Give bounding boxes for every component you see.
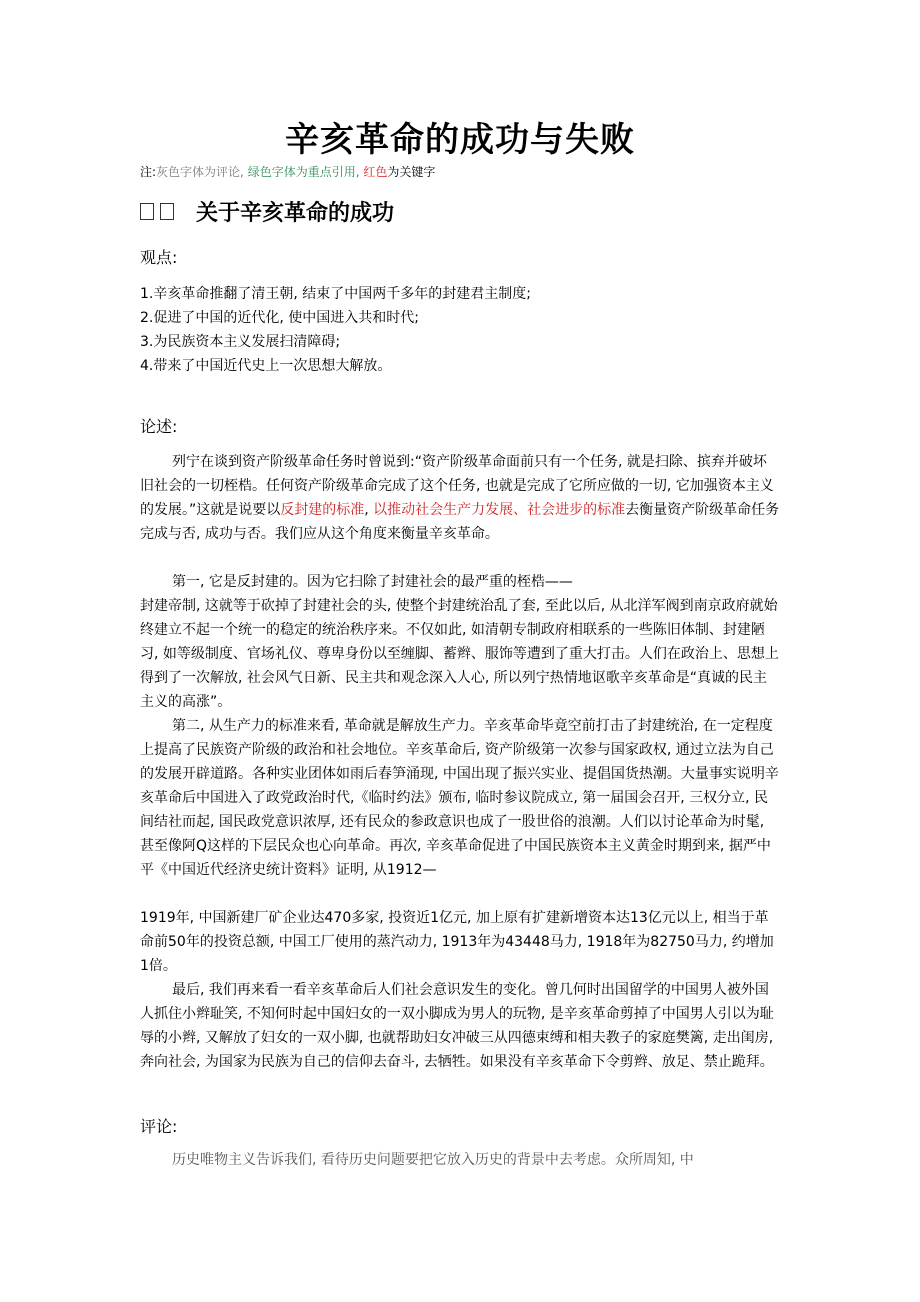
keyword-anti-feudal: 反封建的标准 [280,502,365,518]
list-item: 3.为民族资本主义发展扫清障碍; [140,334,341,350]
box-placeholder-icon [160,203,174,220]
paragraph-lenin [140,450,780,546]
list-item: 2.促进了中国的近代化, 使中国进入共和时代; [140,310,419,326]
document-title: 辛亥革命的成功与失败 [285,120,635,160]
para1-after: 去衡量资产阶级革命任务完成与否, 成功与否。我们应从这个角度来衡量辛亥革命。 [140,502,780,542]
para1-before: 列宁在谈到资产阶级革命任务时曾说到:“资产阶级革命面前只有一个任务, 就是扫除、摈弃并破坏旧社会的一切桎梏。任何资产阶级革命完成了这个任务, 也就是完成了它所应做的一切, 它加强资本主义的发展。”这就是说要以 [140,454,774,518]
list-item: 1.辛亥革命推翻了清王朝, 结束了中国两千多年的封建君主制度; [140,286,531,302]
note-red-word: 红色 [363,165,388,179]
paragraph-second-point-cont: 1919年, 中国新建厂矿企业达470多家, 投资近1亿元, 加上原有扩建新增资本达13亿元以上, 相当于革命前50年的投资总额, 中国工厂使用的蒸汽动力, 1913年为43448马力, 1918年为82750马力, 约增加1倍。 [140,910,774,974]
note-green: 绿色字体为重点引用, [247,165,360,179]
paragraph-last-point: 最后, 我们再来看一看辛亥革命后人们社会意识发生的变化。曾几何时出国留学的中国男人被外国人抓住小辫耻笑, 不知何时起中国妇女的一双小脚成为男人的玩物, 是辛亥革命剪掉了中国男人引以为耻辱的小辫, 又解放了妇女的一双小脚, 也就帮助妇女冲破三从四德束缚和相夫教子的家庭樊篱, 走出闺房, 奔向社会, 为国家为民族为自己的信仰去奋斗, 去牺牲。如果没有辛亥革命下令剪辫、放足、禁止跪拜。 [140,982,774,1070]
note-suffix: 为关键字 [387,165,436,179]
section-heading [140,196,394,227]
legend-note [140,163,435,180]
box-placeholder-icon [140,203,154,220]
para1-middle: , [364,502,374,518]
paragraph-first-point-cont: 封建帝制, 这就等于砍掉了封建社会的头, 使整个封建统治乱了套, 至此以后, 从北洋军阀到南京政府就始终建立不起一个统一的稳定的统治秩序来。不仅如此, 如清朝专制政府相联系的一些陈旧体制、封建陋习, 如等级制度、官场礼仪、尊卑身份以至缠脚、蓄辫、服饰等遭到了重大打击。人们在政治上、思想上得到了一次解放, 社会风气日新、民主共和观念深入人心, 所以列宁热情地讴歌辛亥革命是“真诚的民主主义的高涨”。 [140,598,779,710]
note-prefix: 注: [140,165,157,179]
list-item: 4.带来了中国近代史上一次思想大解放。 [140,358,392,374]
paragraph-first-point: 第一, 它是反封建的。因为它扫除了封建社会的最严重的桎梏—— [172,574,573,590]
comment-label: 评论: [140,1117,178,1136]
discussion-label: 论述: [140,417,178,436]
note-grey: 灰色字体为评论, [156,165,244,179]
keyword-productivity: 以推动社会生产力发展、社会进步的标准 [373,502,626,518]
paragraph-second-point: 第二, 从生产力的标准来看, 革命就是解放生产力。辛亥革命毕竟空前打击了封建统治, 在一定程度上提高了民族资产阶级的政治和社会地位。辛亥革命后, 资产阶级第一次参与国家政权, 通过立法为自己的发展开辟道路。各种实业团体如雨后春笋涌现, 中国出现了振兴实业、提倡国货热潮。大量事实说明辛亥革命后中国进入了政党政治时代,《临时约法》颁布, 临时参议院成立, 第一届国会召开, 三权分立, 民间结社而起, 国民政党意识浓厚, 还有民众的参政意识也成了一股世俗的浪潮。人们以讨论革命为时髦, 甚至像阿Q这样的下层民众也心向革命。再次, 辛亥革命促进了中国民族资本主义黄金时期到来, 据严中平《中国近代经济史统计资料》证明, 从1912— [140,718,779,878]
viewpoint-label: 观点: [140,248,178,267]
points-list [140,282,531,378]
comment-paragraph: 历史唯物主义告诉我们, 看待历史问题要把它放入历史的背景中去考虑。众所周知, 中 [172,1152,694,1168]
section-heading-text: 关于辛亥革命的成功 [196,201,395,226]
